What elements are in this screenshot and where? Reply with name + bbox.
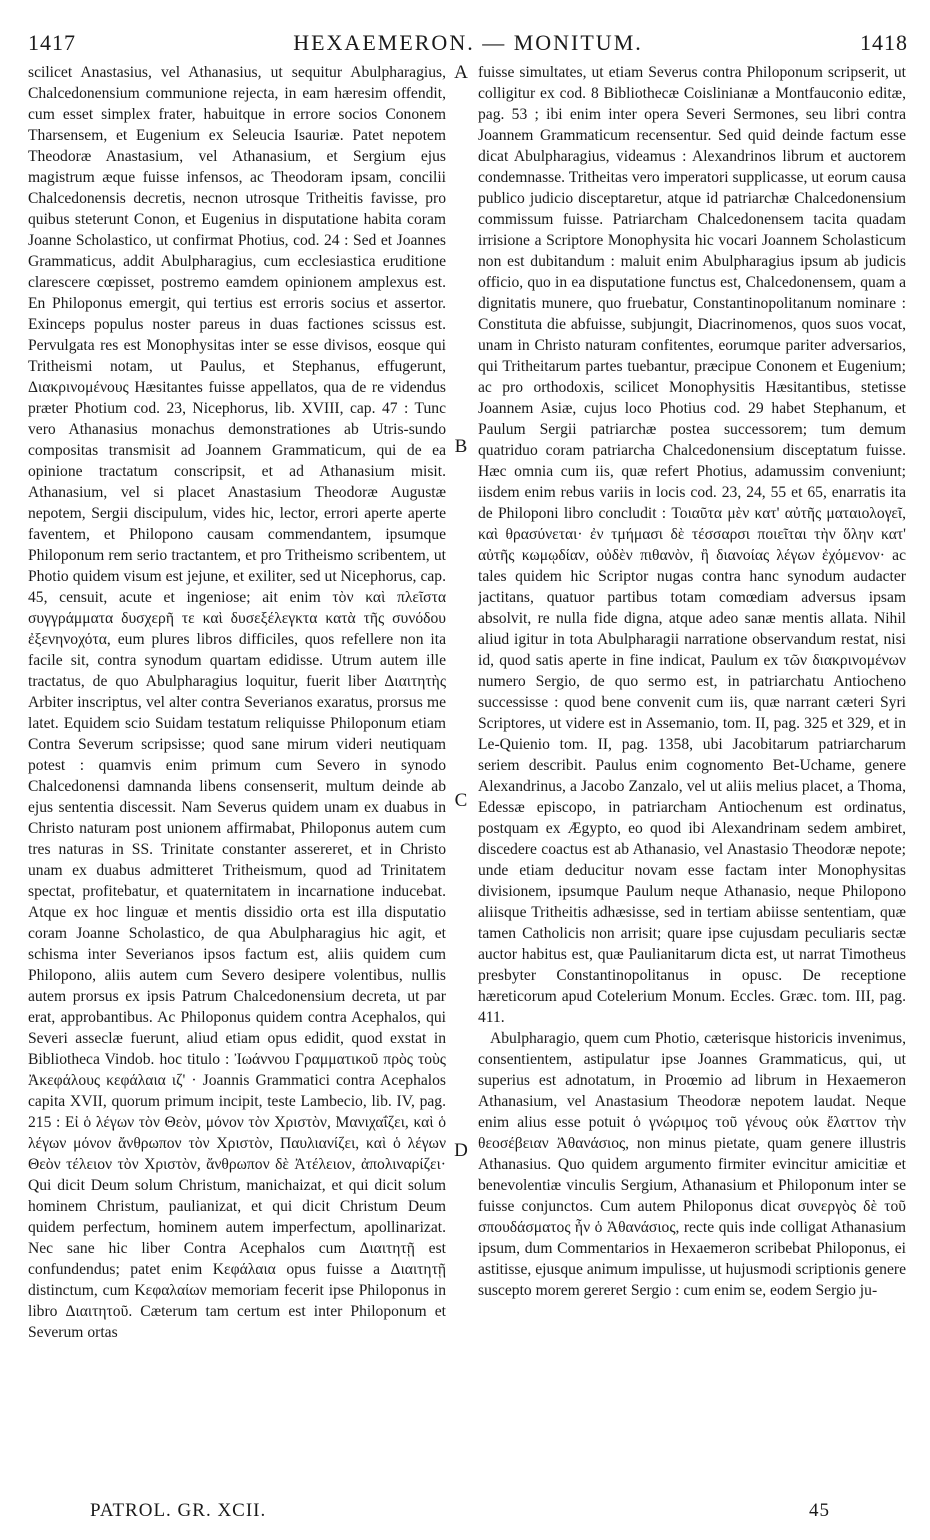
right-column — [478, 62, 906, 1472]
right-column-paragraph-1: fuisse simultates, ut etiam Severus contra Philoponum scripserit, ut colligitur ex cod. 8 Bibliothecæ Coislinianæ a Montfauconio editæ, pag. 53 ; ibi enim inter opera Severi Sermones, seu libri contra Joannem Grammaticum recensentur. Sed quid deinde factum esse dicat Abulpharagius, videamus : Alexandrinos librum et auctorem condemnasse. Tritheitas vero imperatori supplicasse, ut eorum causa publico judicio disceptaretur, atque id patriarchæ Chalcedonensium commissum fuisse. Patriarcham Chalcedonensem tacita quadam irrisione a Scriptore Monophysita hic vocari Joannem Scholasticum non est dubitandum : maluit enim Abulpharagius ipsum ab judicis officio, quo in ea disputatione functus est, Chalcedonensem, quam a dignitatis munere, quo fruebatur, Constantinopolitanum nominare : Constituta die abfuisse, subjungit, Diacrinomenos, quos suos vocat, unam in Christo naturam confitentes, eorumque pariter adversarios, qui Tritheitarum partes tuebantur, præcipue Cononem et Eugenium; ac pro orthodoxis, scilicet Monophysitis Hæsitantibus, stetisse Joannem Asiæ, cujus loco Photius cod. 29 habet Stephanum, et Paulum Sergii patriarchæ postea successorem; tum demum quatriduo coram patriarcha Chalcedonensium disceptatum fuisse. Hæc omnia cum iis, quæ refert Photius, adamussim conveniunt; iisdem enim rebus variis in locis cod. 23, 24, 55 et 65, enarratis ita de Philoponi libro concludit : Τοιαῦτα μὲν κατ' αὐτῆς ματαιολογεῖ, καὶ θρασύνεται· ἐν τμήμασι δὲ τέσσαρσι ποιεῖται τὴν ὅλην κατ' αὐτῆς κωμῳδίαν, οὐδὲν πιθανὸν, ἢ διανοίας λέγων ἐχόμενον· ac tales quidem hic Scriptor nugas contra hanc synodum audacter jactitans, quatuor partibus totam comœdiam adversus ipsam absolvit, re nulla fide digna, atque adeo sanæ mentis allata. Nihil aliud igitur in tota Abulpharagii narratione observandum restat, nisi id, quod satis aperte in fine indicat, Paulum ex τῶν διακρινομένων numero Sergio, de quo sermo est, in patriarchatu Antiocheno successisse : quod bene convenit cum iis, quæ narrant cæteri Syri Scriptores, ut videre est in Assemanio, tom. II, pag. 325 et 329, et in Le-Quienio tom. II, pag. 1358, ubi Jacobitarum patriarcharum seriem describit. Paulus enim cognomento Bet-Uchame, genere Alexandrinus, a Jacobo Zanzalo, vel ut aliis melius placet, a Thoma, Edessæ episcopo, in patriarcham Antiochenum est ordinatus, postquam ex Ægypto, eo quod ibi Alexandrinam sedem ambiret, discedere coactus est ab Athanasio, vel Anastasio Theodoræ nepote; unde etiam deducitur novam esse factam inter Monophysitas divisionem, ipsumque Paulum neque Athanasio, neque Philopono aliisque Tritheitis adhæsisse, sed in tertiam abiisse sententiam, quæ tamen Catholicis non arrisit; quare ipse cujusdam peculiaris sectæ auctor habitus est, quæ Paulianitarum dicta est, ut narrat Timotheus presbyter Constantinopolitanus in opusc. De receptione hæreticorum apud Cotelerium Monum. Eccles. Græc. tom. III, pag. 411. — [478, 64, 906, 1026]
margin-marker-a: A — [454, 62, 468, 83]
left-column — [28, 62, 446, 1472]
page-number-right: 1418 — [860, 30, 908, 55]
running-header — [28, 30, 908, 56]
left-column-text: scilicet Anastasius, vel Athanasius, ut sequitur Abulpharagius, Chalcedonensium communione rejecta, in eam hæresim offendit, cum esset simplex frater, habuitque in errore socios Cononem Tharsensem, et Eugenium ex Seleucia Isauriæ. Patet nepotem Theodoræ Anastasium, vel Athanasium, et Sergium ejus magistrum æque fuisse infensos, ac Theodoram ipsam, concilii Chalcedonensis decretis, necnon utrosque Tritheitis favisse, pro quibus steterunt Conon, et Eugenius in disputatione habita coram Joanne Scholastico, ut confirmat Photius, cod. 24 : Sed et Joannes Grammaticus, addit Abulpharagius, cum ecclesiastica eruditione clarescere cœpisset, postremo eamdem opinionem amplexus est. En Philoponus emergit, qui tertius est erroris socius et assertor. Exinceps populus noster pareus in duas factiones scissus est. Pervulgata res est Monophysitas inter se esse divisos, eosque qui Tritheismi notam, ut Paulus, et Stephanus, effugerunt, Διακρινομένους Hæsitantes fuisse appellatos, qua de re videndus præter Photium cod. 23, Nicephorus, lib. XVIII, cap. 47 : Tunc vero Athanasius monachus demonstrationes ab Utris-sundo compositas transmisit ad Joannem Grammaticum, qui de ea opinione tractatum conscripsit, et ad Athanasium misit. Athanasium, vel si placet Anastasium Theodoræ Augustæ nepotem, Sergii discipulum, vides hic, lector, errori aperte aperte faventem, et Philopono causam commendantem, ipsumque Philoponum rem serio tractantem, et pro Tritheismo scribentem, ut Photio quidem visum est jejune, et exiliter, sed ut Nicephorus, cap. 45, censuit, acute et ingeniose; ait enim τὸν καὶ πλεῖστα συγγράμματα δυσχερῆ τε καὶ δυσεξέλεγκτα κατὰ τῆς συνόδου ἐξενηνοχότα, eum plures libros difficiles, quos refellere non ita facile sit, contra synodum quartam edidisse. Utrum autem ille tractatus, de quo Abulpharagius loquitur, fuerit liber Διαιτητὴς Arbiter inscriptus, vel alter contra Severianos exaratus, prorsus me latet. Equidem scio Suidam testatum reliquisse Philoponum etiam Contra Severum scripsisse; quod sane mirum videri neutiquam potest : quamvis enim primum cum Severo in synodo Chalcedonensi damnanda libens consenserit, multum deinde ab ejus sententia discessit. Nam Severus quidem unam ex duabus in Christo naturam post unionem affirmabat, Philoponus autem cum tres naturas in SS. Trinitate constanter assereret, et in Christo unam ex duabus admitteret Tritheismum, quod ad Trinitatem spectat, profitebatur, et quaternitatem in incarnatione inducebat. Atque ex hoc linguæ et mentis dissidio orta est illa disputatio coram Joanne Scholastico, de qua Abulpharagius hic agit, et schisma inter Severianos ipsos factum est, aliis quidem cum Philopono, aliis autem cum Severo desipere volentibus, nullis autem prorsus ex ipsis Patrum Chalcedonensium decreta, ut par erat, approbantibus. Ac Philoponus quidem contra Acephalos, qui Severi asseclæ fuerunt, aliud etiam opus edidit, quod exstat in Bibliotheca Vindob. hoc titulo : Ἰωάννου Γραμματικοῦ πρὸς τοὺς Ἀκεφάλους κεφάλαια ιζ' · Joannis Grammatici contra Acephalos capita XVII, quorum primum incipit, teste Lambecio, lib. IV, pag. 215 : Εἰ ὁ λέγων τὸν Θεὸν, μόνον τὸν Χριστὸν, Μανιχαΐζει, καὶ ὁ λέγων μόνον ἄνθρωπον τὸν Χριστὸν, Παυλιανίζει, καὶ ὁ λέγων Θεὸν τέλειον τὸν Χριστὸν, ἄνθρωπον δὲ Ἀτέλειον, ἀπολιναρίζει· Qui dicit Deum solum Christum, manichaizat, et qui dicit solum hominem Christum, paulianizat, et qui dicit Christum Deum quidem perfectum, hominem autem imperfectum, apollinarizat. Nec sane hic liber Contra Acephalos cum Διαιτητῇ est confundendus; patet enim Κεφάλαια opus fuisse a Διαιτητῇ distinctum, cum Κεφαλαίων memoriam fecerit ipse Philoponus in libro Διαιτητοῦ. Cæterum tam certum est inter Philoponum et Severum ortas — [28, 64, 446, 1341]
margin-marker-d: D — [454, 1140, 468, 1161]
margin-marker-c: C — [454, 790, 468, 811]
margin-marker-b: B — [454, 436, 468, 457]
footer-sheet-number: 45 — [809, 1500, 830, 1521]
running-title: HEXAEMERON. — MONITUM. — [293, 30, 643, 55]
page-number-left: 1417 — [28, 30, 76, 55]
right-column-paragraph-2: Abulpharagio, quem cum Photio, cæterisque historicis invenimus, consentientem, astipulatur ipse Joannes Grammaticus, qui, ut superius est adnotatum, in Proœmio ad librum in Hexaemeron Athanasium, vel Anastasium Theodoræ nepotem laudat. Neque enim alius esse potuit ὁ γνώριμος τοῦ γένους οὐκ ἔλαττον τὴν θεοσέβειαν Ἀθανάσιος, non minus pietate, quam genere illustris Athanasius. Quo quidem argumento firmiter evincitur amicitiæ et benevolentiæ vinculis Sergium, Athanasium et Philoponum inter se fuisse conjunctos. Cum autem Philoponus dicat συνεργὸς δὲ τοῦ σπουδάσματος ἦν ὁ Ἀθανάσιος, recte quis inde colligat Athanasium ipsum, dum Commentarios in Hexaemeron scribebat Philoponus, ei astitisse, ejusque animum impulisse, ut hujusmodi scriptionis genere suscepto morem gereret Sergio : cum enim se, eodem Sergio ju- — [478, 1030, 906, 1299]
footer-signature: PATROL. GR. XCII. — [90, 1500, 267, 1521]
